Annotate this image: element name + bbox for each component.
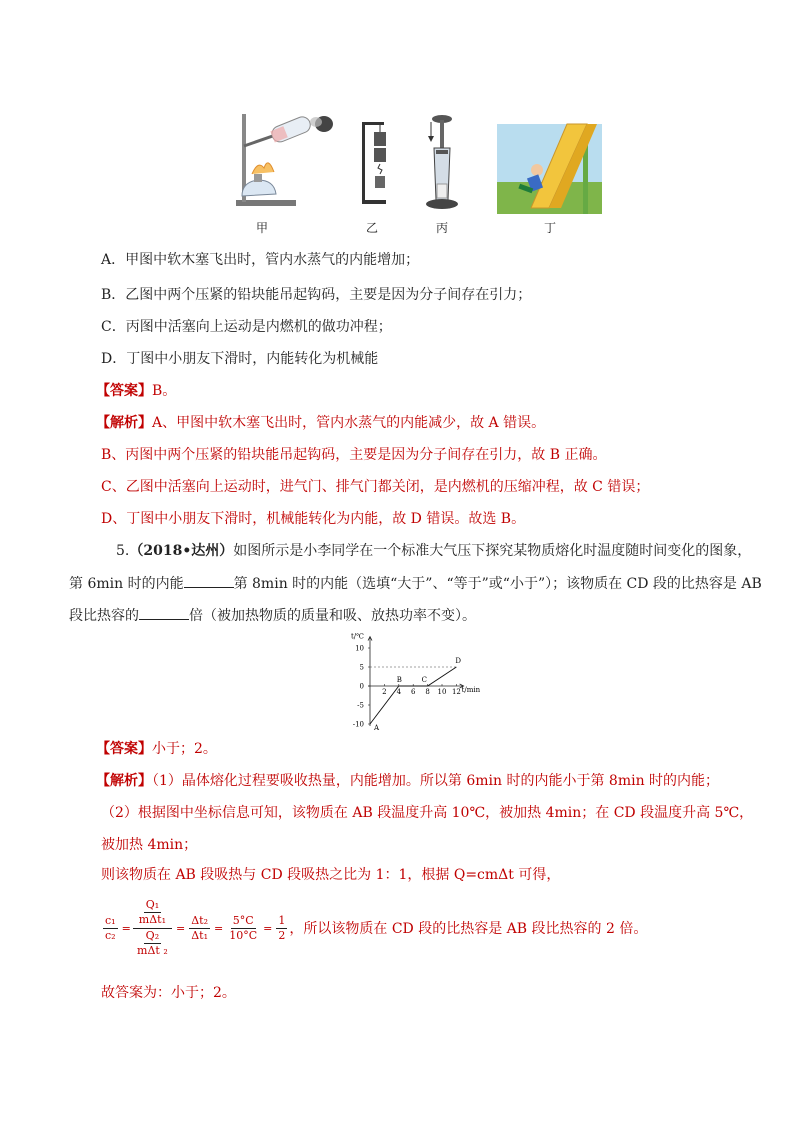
y-axis-label: t/℃	[350, 632, 364, 641]
stem-text: 如图所示是小李同学在一个标准大气压下探究某物质熔化时温度随时间变化的图象，	[233, 543, 752, 559]
answer-blank-2[interactable]	[139, 605, 189, 620]
point-label-b: B	[396, 676, 402, 684]
fraction-q2: $\frac{\text{Q₂}}{\text{mΔt ₂}}$	[137, 929, 168, 957]
y-tick-label: 10	[355, 644, 364, 653]
fraction-result: $\frac{1}{2}$	[278, 913, 286, 942]
point-label-a: A	[374, 724, 380, 732]
figure-ding	[497, 124, 602, 214]
option-b: B．乙图中两个压紧的铅块能吊起钩码，主要是因为分子间存在引力；	[101, 287, 532, 303]
q5-final-answer: 故答案为：小于；2。	[101, 985, 236, 1001]
figure-bing	[422, 114, 462, 210]
stem-text: 第 6min 时的内能	[69, 576, 184, 592]
answer-label: 【答案】	[96, 741, 152, 757]
stem-text: 倍（被加热物质的质量和吸、放热功率不变）。	[189, 608, 476, 624]
figure-yi	[360, 122, 390, 204]
option-c: C．丙图中活塞向上运动是内燃机的做功冲程；	[101, 319, 392, 335]
fraction-c1-c2: $\frac{\text{c₁}}{\text{c₂}}$	[105, 913, 116, 942]
x-tick-label: 12	[451, 688, 461, 696]
y-tick-label: -5	[357, 701, 364, 710]
formula-conclusion: ，所以该物质在 CD 段的比热容是 AB 段比热容的 2 倍。	[289, 921, 648, 937]
figure-caption-bing: 丙	[436, 221, 449, 235]
q4-analysis-4: D、丁图中小朋友下滑时，机械能转化为内能，故 D 错误。故选 B。	[101, 511, 526, 527]
stem-text: 第 8min 时的内能（选填“大于”、“等于”或“小于”）；该物质在 CD 段的比热容是 AB	[233, 576, 762, 592]
figure-caption-ding: 丁	[544, 221, 557, 235]
q5-stem-3	[69, 605, 476, 626]
q4-answer	[96, 381, 176, 401]
x-tick-label: 10	[437, 688, 447, 696]
answer-value: 小于；2。	[152, 741, 217, 757]
x-tick-label: 4	[396, 688, 402, 696]
analysis-text: A、甲图中软木塞飞出时，管内水蒸气的内能减少，故 A 错误。	[152, 415, 546, 431]
fraction-dt: $\frac{\text{Δt₂}}{\text{Δt₁}}$	[191, 913, 209, 942]
answer-blank-1[interactable]	[184, 573, 234, 588]
analysis-label: 【解析】	[96, 415, 152, 431]
answer-label: 【答案】	[96, 383, 152, 399]
y-tick-label: 5	[359, 663, 364, 672]
option-d: D．丁图中小朋友下滑时，内能转化为机械能	[101, 351, 379, 367]
analysis-text: （1）晶体熔化过程要吸收热量，内能增加。所以第 6min 时的内能小于第 8min 时的内能；	[152, 773, 720, 789]
figure-caption-yi: 乙	[366, 221, 379, 235]
temperature-time-chart	[338, 630, 488, 732]
x-tick-label: 6	[410, 688, 416, 696]
y-tick-label: -10	[352, 720, 364, 729]
y-tick-label: 0	[359, 682, 364, 691]
fraction-temps: $\frac{5^\circ C}{10^\circ C}$	[229, 913, 258, 942]
fraction-q1: $\frac{\text{Q₁}}{\text{mΔt₁}}$	[138, 898, 167, 926]
question-source: （2018•达州）	[129, 543, 234, 559]
analysis-label: 【解析】	[96, 773, 152, 789]
fraction-q-ratio	[133, 898, 172, 958]
q5-analysis-4: 则该物质在 AB 段吸热与 CD 段吸热之比为 1：1，根据 Q=cmΔt 可得，	[101, 867, 561, 883]
q5-stem-2	[69, 573, 762, 594]
q5-analysis-2: （2）根据图中坐标信息可知，该物质在 AB 段温度升高 10℃，被加热 4min；在 CD 段温度升高 5℃，	[101, 805, 754, 821]
figure-caption-jia: 甲	[256, 221, 269, 235]
option-a: A．甲图中软木塞飞出时，管内水蒸气的内能增加；	[101, 252, 420, 268]
q5-analysis-3: 被加热 4min；	[101, 837, 198, 853]
q5-answer	[96, 739, 217, 759]
stem-text: 段比热容的	[69, 608, 139, 624]
x-tick-label: 2	[382, 688, 387, 696]
point-label-d: D	[455, 657, 462, 665]
q5-analysis-1	[96, 771, 719, 791]
q4-analysis-1	[96, 413, 545, 433]
q4-analysis-2: B、丙图中两个压紧的铅块能吊起钩码，主要是因为分子间存在引力，故 B 正确。	[101, 447, 607, 463]
q4-analysis-3: C、乙图中活塞向上运动时，进气门、排气门都关闭，是内燃机的压缩冲程，故 C 错误；	[101, 479, 650, 495]
x-axis-label: t/min	[461, 686, 481, 694]
q5-stem-1	[116, 541, 751, 561]
point-label-c: C	[421, 676, 427, 684]
question-number: 5.	[116, 543, 130, 559]
answer-value: B。	[152, 383, 177, 399]
q5-formula: $\frac{\text{c₁}}{\text{c₂}}$ = $\frac{\text{Q₁}}{\text{mΔt₁}}$ $\frac{\text{Q₂}}{\text{mΔt ₂}}$ = $\frac{\text{Δt₂}}{\text{Δt₁}}$ = $\frac{5^\circ C}{10^\circ C}$ = $\frac{1}{2}$ ，所以该物质在 CD 段的比热容是 AB 段比热容的 2 倍。	[105, 898, 648, 957]
x-tick-label: 8	[425, 688, 430, 696]
figure-jia	[228, 108, 338, 208]
